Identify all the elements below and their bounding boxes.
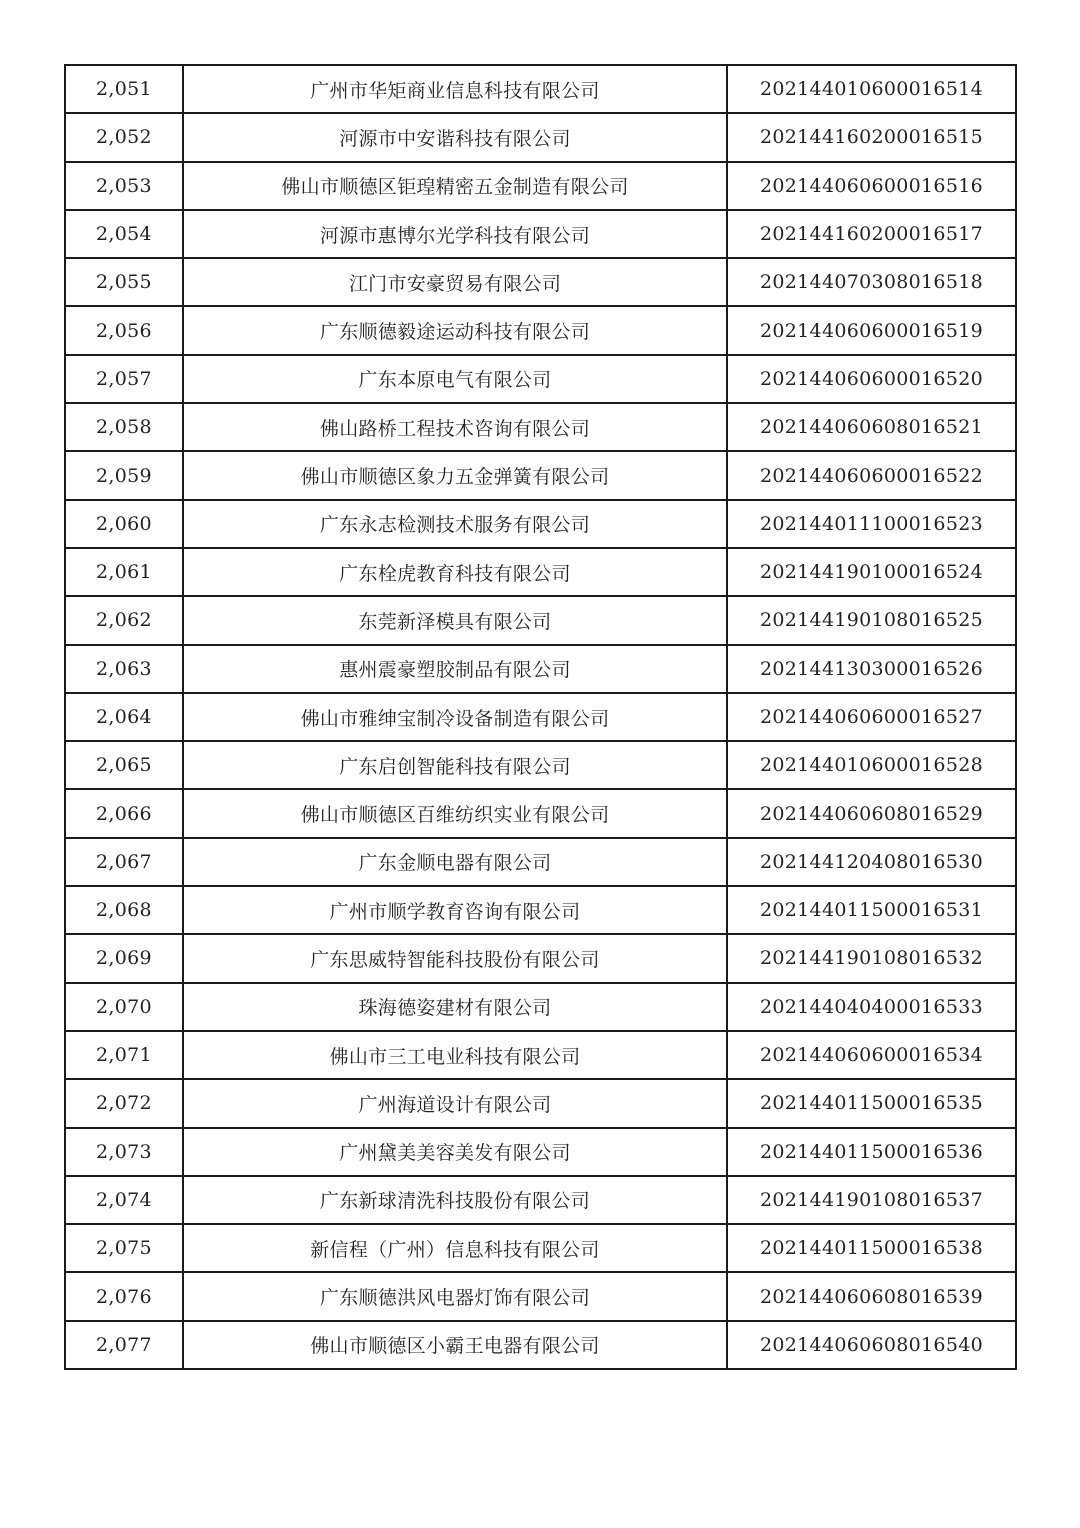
row-seq-cell: 2,055 [65,258,183,306]
registration-code-cell: 202144160200016515 [727,113,1016,161]
table-row [65,306,1016,354]
table-row [65,693,1016,741]
table-row [65,741,1016,789]
registration-code-cell: 202144190108016537 [727,1176,1016,1224]
table-row [65,934,1016,982]
company-name-cell: 东莞新泽模具有限公司 [183,596,727,644]
row-seq-cell: 2,056 [65,306,183,354]
company-name-cell: 广东金顺电器有限公司 [183,838,727,886]
registration-code-cell: 202144060608016539 [727,1272,1016,1320]
document-page [64,64,1015,1370]
registration-code-cell: 202144011500016531 [727,886,1016,934]
table-row [65,1321,1016,1369]
company-name-cell: 广东本原电气有限公司 [183,355,727,403]
company-name-cell: 佛山市顺德区小霸王电器有限公司 [183,1321,727,1369]
row-seq-cell: 2,077 [65,1321,183,1369]
row-seq-cell: 2,066 [65,789,183,837]
table-row [65,500,1016,548]
company-name-cell: 佛山市顺德区象力五金弹簧有限公司 [183,451,727,499]
row-seq-cell: 2,051 [65,65,183,113]
table-row [65,1128,1016,1176]
company-name-cell: 河源市惠博尔光学科技有限公司 [183,210,727,258]
registration-code-cell: 202144010600016514 [727,65,1016,113]
table-row [65,355,1016,403]
table-row [65,1272,1016,1320]
row-seq-cell: 2,074 [65,1176,183,1224]
row-seq-cell: 2,072 [65,1079,183,1127]
table-row [65,548,1016,596]
row-seq-cell: 2,061 [65,548,183,596]
registration-code-cell: 202144060600016522 [727,451,1016,499]
company-name-cell: 广东永志检测技术服务有限公司 [183,500,727,548]
row-seq-cell: 2,064 [65,693,183,741]
row-seq-cell: 2,063 [65,645,183,693]
company-name-cell: 佛山市雅绅宝制冷设备制造有限公司 [183,693,727,741]
row-seq-cell: 2,073 [65,1128,183,1176]
registration-code-cell: 202144060600016527 [727,693,1016,741]
row-seq-cell: 2,069 [65,934,183,982]
company-name-cell: 广东栓虎教育科技有限公司 [183,548,727,596]
row-seq-cell: 2,067 [65,838,183,886]
company-name-cell: 佛山市顺德区钜瑝精密五金制造有限公司 [183,162,727,210]
row-seq-cell: 2,062 [65,596,183,644]
table-row [65,1031,1016,1079]
table-row [65,1224,1016,1272]
company-name-cell: 广东启创智能科技有限公司 [183,741,727,789]
registration-code-cell: 202144011500016536 [727,1128,1016,1176]
row-seq-cell: 2,065 [65,741,183,789]
row-seq-cell: 2,070 [65,983,183,1031]
table-row [65,403,1016,451]
registration-code-cell: 202144060600016516 [727,162,1016,210]
company-name-cell: 佛山市三工电业科技有限公司 [183,1031,727,1079]
table-row [65,983,1016,1031]
table-body [65,65,1016,1369]
row-seq-cell: 2,075 [65,1224,183,1272]
registration-code-cell: 202144011500016535 [727,1079,1016,1127]
company-name-cell: 广东顺德毅途运动科技有限公司 [183,306,727,354]
registration-code-cell: 202144060608016540 [727,1321,1016,1369]
row-seq-cell: 2,054 [65,210,183,258]
table-row [65,886,1016,934]
row-seq-cell: 2,052 [65,113,183,161]
company-registry-table [64,64,1017,1370]
table-row [65,162,1016,210]
registration-code-cell: 202144160200016517 [727,210,1016,258]
table-row [65,596,1016,644]
row-seq-cell: 2,053 [65,162,183,210]
table-row [65,1176,1016,1224]
registration-code-cell: 202144010600016528 [727,741,1016,789]
table-row [65,645,1016,693]
table-row [65,838,1016,886]
company-name-cell: 珠海德姿建材有限公司 [183,983,727,1031]
table-row [65,65,1016,113]
registration-code-cell: 202144060600016534 [727,1031,1016,1079]
company-name-cell: 广东顺德洪风电器灯饰有限公司 [183,1272,727,1320]
table-row [65,451,1016,499]
row-seq-cell: 2,060 [65,500,183,548]
registration-code-cell: 202144011100016523 [727,500,1016,548]
row-seq-cell: 2,059 [65,451,183,499]
registration-code-cell: 202144130300016526 [727,645,1016,693]
table-row [65,789,1016,837]
company-name-cell: 河源市中安谐科技有限公司 [183,113,727,161]
registration-code-cell: 202144060608016521 [727,403,1016,451]
row-seq-cell: 2,076 [65,1272,183,1320]
company-name-cell: 佛山路桥工程技术咨询有限公司 [183,403,727,451]
company-name-cell: 广州海道设计有限公司 [183,1079,727,1127]
company-name-cell: 江门市安豪贸易有限公司 [183,258,727,306]
registration-code-cell: 202144120408016530 [727,838,1016,886]
registration-code-cell: 202144011500016538 [727,1224,1016,1272]
registration-code-cell: 202144060608016529 [727,789,1016,837]
company-name-cell: 广州市华矩商业信息科技有限公司 [183,65,727,113]
table-row [65,258,1016,306]
company-name-cell: 佛山市顺德区百维纺织实业有限公司 [183,789,727,837]
row-seq-cell: 2,071 [65,1031,183,1079]
registration-code-cell: 202144190108016525 [727,596,1016,644]
table-row [65,113,1016,161]
company-name-cell: 广州市顺学教育咨询有限公司 [183,886,727,934]
registration-code-cell: 202144040400016533 [727,983,1016,1031]
table-row [65,210,1016,258]
company-name-cell: 新信程（广州）信息科技有限公司 [183,1224,727,1272]
company-name-cell: 广东思威特智能科技股份有限公司 [183,934,727,982]
company-name-cell: 广东新球清洗科技股份有限公司 [183,1176,727,1224]
table-row [65,1079,1016,1127]
company-name-cell: 惠州震豪塑胶制品有限公司 [183,645,727,693]
registration-code-cell: 202144060600016519 [727,306,1016,354]
registration-code-cell: 202144190108016532 [727,934,1016,982]
registration-code-cell: 202144070308016518 [727,258,1016,306]
registration-code-cell: 202144190100016524 [727,548,1016,596]
company-name-cell: 广州黛美美容美发有限公司 [183,1128,727,1176]
row-seq-cell: 2,057 [65,355,183,403]
row-seq-cell: 2,068 [65,886,183,934]
row-seq-cell: 2,058 [65,403,183,451]
registration-code-cell: 202144060600016520 [727,355,1016,403]
